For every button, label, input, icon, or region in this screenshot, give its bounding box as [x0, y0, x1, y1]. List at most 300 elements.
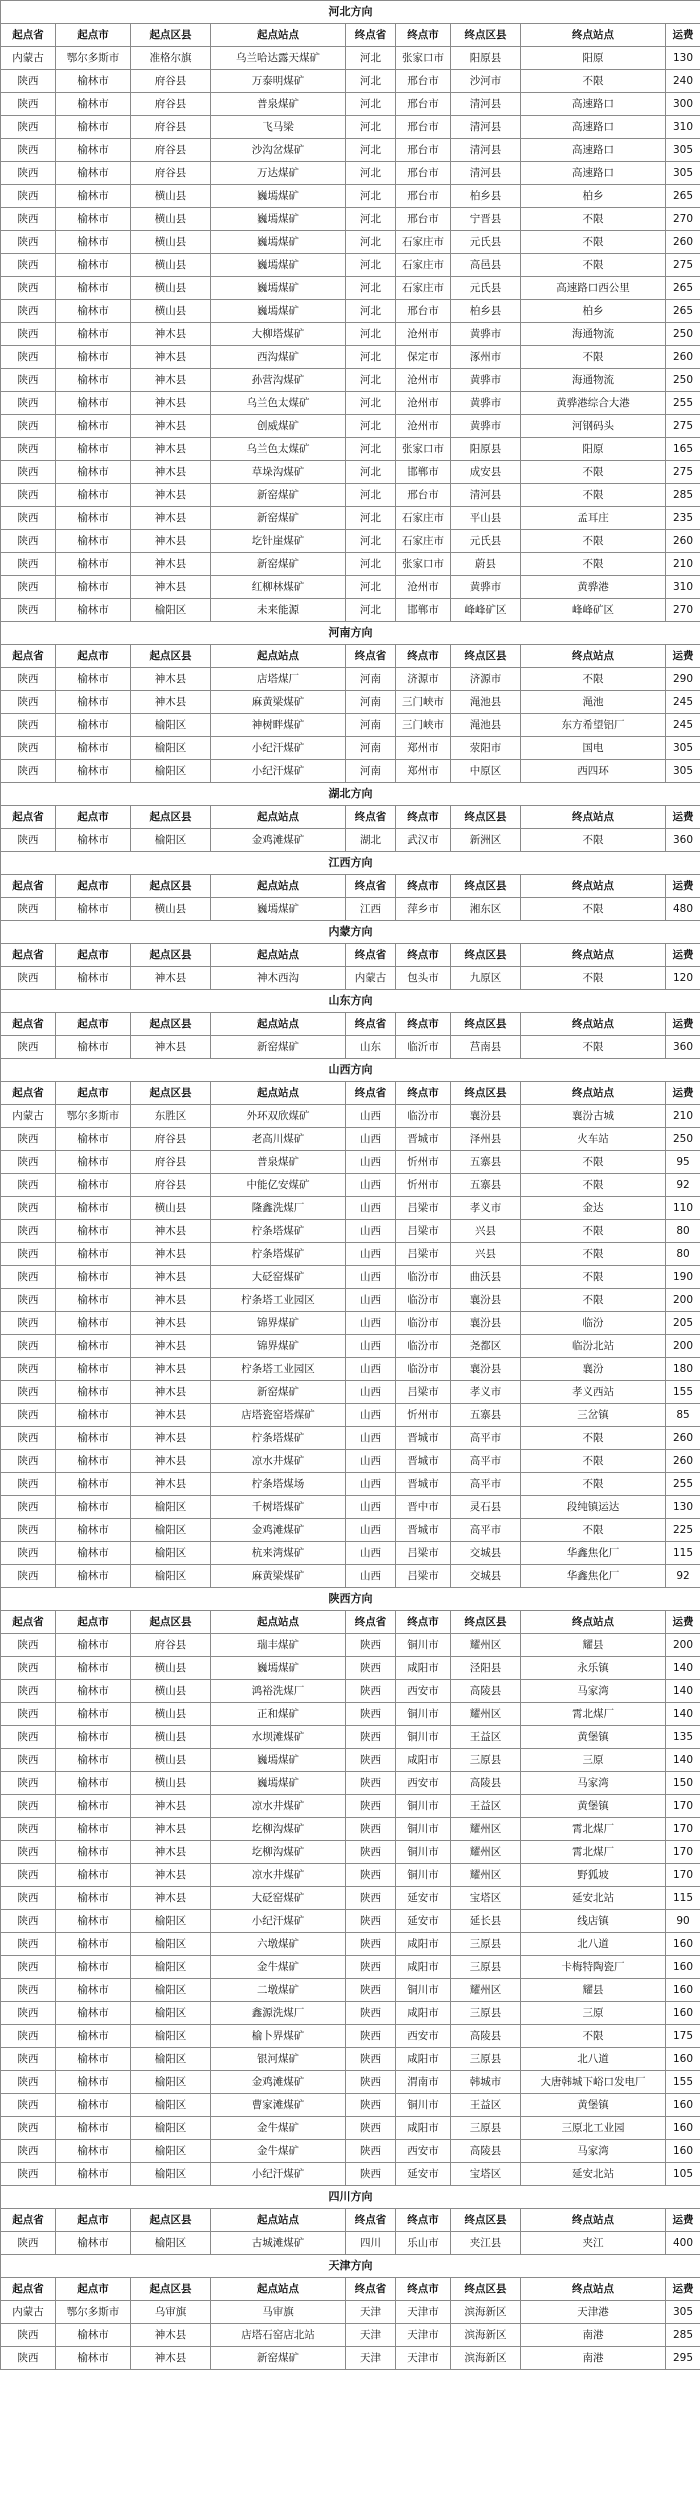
- cell-origin-station: 古城滩煤矿: [211, 2232, 346, 2255]
- column-header-freight-fee: 运费: [666, 2278, 700, 2301]
- cell-dest-province: 河北: [346, 530, 396, 553]
- cell-dest-district: 耀州区: [451, 1634, 521, 1657]
- cell-origin-district: 榆阳区: [131, 2140, 211, 2163]
- cell-dest-district: 孝义市: [451, 1197, 521, 1220]
- cell-dest-city: 武汉市: [396, 829, 451, 852]
- cell-origin-province: 陕西: [1, 1404, 56, 1427]
- cell-origin-province: 陕西: [1, 2140, 56, 2163]
- cell-origin-district: 府谷县: [131, 1634, 211, 1657]
- table-row: [1, 1427, 700, 1450]
- cell-dest-province: 河南: [346, 714, 396, 737]
- header-row: [1, 2209, 700, 2232]
- cell-dest-province: 陕西: [346, 2094, 396, 2117]
- cell-origin-district: 神木县: [131, 323, 211, 346]
- cell-origin-province: 陕西: [1, 967, 56, 990]
- cell-origin-station: 乌兰色太煤矿: [211, 392, 346, 415]
- cell-dest-station: 不限: [521, 668, 666, 691]
- cell-dest-province: 山西: [346, 1266, 396, 1289]
- column-header-origin-province: 起点省: [1, 944, 56, 967]
- cell-dest-station: 段纯镇运达: [521, 1496, 666, 1519]
- cell-origin-city: 榆林市: [56, 2324, 131, 2347]
- cell-origin-province: 陕西: [1, 1450, 56, 1473]
- cell-origin-province: 陕西: [1, 369, 56, 392]
- cell-dest-province: 陕西: [346, 2002, 396, 2025]
- column-header-origin-station: 起点站点: [211, 1013, 346, 1036]
- cell-origin-district: 神木县: [131, 1289, 211, 1312]
- cell-origin-district: 神木县: [131, 1312, 211, 1335]
- cell-freight-fee: 260: [666, 346, 700, 369]
- table-row: [1, 185, 700, 208]
- cell-origin-district: 横山县: [131, 300, 211, 323]
- cell-dest-district: 九原区: [451, 967, 521, 990]
- cell-origin-province: 陕西: [1, 1680, 56, 1703]
- table-row: [1, 1726, 700, 1749]
- table-row: [1, 1036, 700, 1059]
- column-header-dest-city: 终点市: [396, 1082, 451, 1105]
- cell-origin-city: 榆林市: [56, 2232, 131, 2255]
- cell-dest-city: 邯郸市: [396, 599, 451, 622]
- cell-origin-district: 神木县: [131, 415, 211, 438]
- cell-origin-province: 陕西: [1, 1887, 56, 1910]
- cell-dest-city: 天津市: [396, 2347, 451, 2370]
- cell-dest-district: 耀州区: [451, 1864, 521, 1887]
- cell-dest-city: 济源市: [396, 668, 451, 691]
- cell-origin-city: 榆林市: [56, 553, 131, 576]
- cell-dest-district: 宝塔区: [451, 1887, 521, 1910]
- column-header-origin-province: 起点省: [1, 645, 56, 668]
- cell-dest-district: 高陵县: [451, 1680, 521, 1703]
- table-row: [1, 2163, 700, 2186]
- cell-dest-district: 三原县: [451, 2048, 521, 2071]
- cell-dest-station: 金达: [521, 1197, 666, 1220]
- column-header-origin-province: 起点省: [1, 24, 56, 47]
- cell-dest-city: 咸阳市: [396, 1657, 451, 1680]
- cell-origin-city: 榆林市: [56, 2347, 131, 2370]
- cell-freight-fee: 295: [666, 2347, 700, 2370]
- cell-origin-city: 榆林市: [56, 208, 131, 231]
- table-row: [1, 1128, 700, 1151]
- cell-dest-city: 沧州市: [396, 369, 451, 392]
- cell-dest-station: 延安北站: [521, 1887, 666, 1910]
- cell-origin-province: 陕西: [1, 691, 56, 714]
- cell-origin-station: 乌兰哈达露天煤矿: [211, 47, 346, 70]
- cell-origin-province: 陕西: [1, 438, 56, 461]
- cell-origin-city: 榆林市: [56, 1634, 131, 1657]
- cell-dest-province: 山西: [346, 1404, 396, 1427]
- cell-dest-district: 襄汾县: [451, 1105, 521, 1128]
- cell-dest-city: 邢台市: [396, 162, 451, 185]
- cell-freight-fee: 140: [666, 1703, 700, 1726]
- cell-origin-station: 万泰明煤矿: [211, 70, 346, 93]
- cell-dest-province: 山西: [346, 1473, 396, 1496]
- cell-dest-station: 海通物流: [521, 323, 666, 346]
- column-header-dest-district: 终点区县: [451, 24, 521, 47]
- cell-dest-city: 石家庄市: [396, 254, 451, 277]
- cell-dest-district: 元氏县: [451, 277, 521, 300]
- table-row: [1, 1818, 700, 1841]
- cell-origin-city: 榆林市: [56, 1128, 131, 1151]
- cell-dest-station: 高速路口: [521, 162, 666, 185]
- column-header-origin-city: 起点市: [56, 1013, 131, 1036]
- table-row: [1, 1473, 700, 1496]
- cell-origin-city: 榆林市: [56, 1151, 131, 1174]
- cell-dest-province: 河北: [346, 231, 396, 254]
- cell-freight-fee: 260: [666, 1450, 700, 1473]
- cell-freight-fee: 290: [666, 668, 700, 691]
- cell-origin-station: 柠条塔工业园区: [211, 1358, 346, 1381]
- table-row: [1, 737, 700, 760]
- column-header-origin-province: 起点省: [1, 1013, 56, 1036]
- cell-freight-fee: 120: [666, 967, 700, 990]
- cell-origin-district: 榆阳区: [131, 1519, 211, 1542]
- cell-dest-station: 不限: [521, 530, 666, 553]
- cell-origin-district: 府谷县: [131, 116, 211, 139]
- cell-dest-province: 河北: [346, 70, 396, 93]
- cell-origin-district: 榆阳区: [131, 829, 211, 852]
- cell-dest-station: 高速路口: [521, 116, 666, 139]
- freight-table-body: [1, 1, 700, 2370]
- cell-dest-district: 王益区: [451, 2094, 521, 2117]
- table-row: [1, 1634, 700, 1657]
- cell-dest-district: 宝塔区: [451, 2163, 521, 2186]
- cell-origin-city: 榆林市: [56, 2048, 131, 2071]
- cell-dest-station: 高速路口: [521, 93, 666, 116]
- cell-dest-province: 山西: [346, 1105, 396, 1128]
- cell-origin-province: 陕西: [1, 1864, 56, 1887]
- section-title-row: [1, 990, 700, 1013]
- cell-origin-province: 陕西: [1, 1381, 56, 1404]
- cell-origin-province: 陕西: [1, 1243, 56, 1266]
- cell-origin-city: 榆林市: [56, 461, 131, 484]
- cell-origin-district: 榆阳区: [131, 1565, 211, 1588]
- cell-dest-province: 河北: [346, 461, 396, 484]
- column-header-dest-city: 终点市: [396, 24, 451, 47]
- column-header-origin-city: 起点市: [56, 1611, 131, 1634]
- cell-dest-station: 不限: [521, 553, 666, 576]
- cell-origin-district: 神木县: [131, 1473, 211, 1496]
- cell-origin-province: 陕西: [1, 254, 56, 277]
- cell-origin-city: 榆林市: [56, 1496, 131, 1519]
- cell-dest-district: 清河县: [451, 93, 521, 116]
- cell-freight-fee: 140: [666, 1680, 700, 1703]
- section-title-row: [1, 1588, 700, 1611]
- cell-freight-fee: 360: [666, 829, 700, 852]
- cell-origin-district: 榆阳区: [131, 2232, 211, 2255]
- cell-origin-station: 柠条塔煤矿: [211, 1220, 346, 1243]
- cell-origin-province: 陕西: [1, 1565, 56, 1588]
- cell-freight-fee: 200: [666, 1634, 700, 1657]
- cell-dest-city: 临汾市: [396, 1266, 451, 1289]
- cell-dest-district: 滨海新区: [451, 2324, 521, 2347]
- cell-dest-province: 陕西: [346, 1864, 396, 1887]
- cell-origin-province: 陕西: [1, 1128, 56, 1151]
- cell-origin-city: 榆林市: [56, 438, 131, 461]
- table-row: [1, 1772, 700, 1795]
- cell-origin-province: 陕西: [1, 576, 56, 599]
- cell-dest-province: 陕西: [346, 2025, 396, 2048]
- cell-dest-district: 交城县: [451, 1565, 521, 1588]
- cell-origin-district: 府谷县: [131, 93, 211, 116]
- header-row: [1, 944, 700, 967]
- cell-origin-district: 神木县: [131, 1818, 211, 1841]
- cell-origin-city: 榆林市: [56, 1726, 131, 1749]
- cell-origin-district: 榆阳区: [131, 2071, 211, 2094]
- cell-origin-district: 府谷县: [131, 1151, 211, 1174]
- cell-origin-city: 榆林市: [56, 1657, 131, 1680]
- cell-origin-city: 榆林市: [56, 1220, 131, 1243]
- table-row: [1, 1220, 700, 1243]
- cell-origin-province: 陕西: [1, 2232, 56, 2255]
- cell-origin-city: 榆林市: [56, 162, 131, 185]
- cell-dest-district: 高平市: [451, 1450, 521, 1473]
- cell-origin-province: 陕西: [1, 323, 56, 346]
- cell-origin-city: 榆林市: [56, 576, 131, 599]
- cell-dest-city: 张家口市: [396, 438, 451, 461]
- cell-origin-district: 神木县: [131, 369, 211, 392]
- table-row: [1, 2301, 700, 2324]
- cell-dest-district: 柏乡县: [451, 300, 521, 323]
- cell-origin-province: 陕西: [1, 2071, 56, 2094]
- cell-dest-province: 山东: [346, 1036, 396, 1059]
- cell-dest-station: 不限: [521, 208, 666, 231]
- cell-dest-district: 耀州区: [451, 1841, 521, 1864]
- cell-dest-city: 沧州市: [396, 415, 451, 438]
- cell-origin-city: 鄂尔多斯市: [56, 2301, 131, 2324]
- cell-origin-district: 神木县: [131, 1220, 211, 1243]
- cell-dest-province: 河南: [346, 737, 396, 760]
- cell-dest-station: 耀县: [521, 1979, 666, 2002]
- column-header-dest-province: 终点省: [346, 1611, 396, 1634]
- cell-dest-station: 不限: [521, 231, 666, 254]
- cell-dest-district: 高平市: [451, 1427, 521, 1450]
- cell-origin-station: 巍墕煤矿: [211, 1657, 346, 1680]
- cell-dest-station: 不限: [521, 70, 666, 93]
- cell-origin-city: 榆林市: [56, 93, 131, 116]
- header-row: [1, 645, 700, 668]
- column-header-origin-city: 起点市: [56, 2209, 131, 2232]
- cell-dest-province: 河北: [346, 438, 396, 461]
- table-row: [1, 599, 700, 622]
- cell-dest-city: 铜川市: [396, 1634, 451, 1657]
- cell-freight-fee: 140: [666, 1657, 700, 1680]
- cell-dest-city: 铜川市: [396, 1726, 451, 1749]
- cell-freight-fee: 130: [666, 1496, 700, 1519]
- cell-origin-station: 新窑煤矿: [211, 507, 346, 530]
- cell-freight-fee: 255: [666, 1473, 700, 1496]
- table-row: [1, 1312, 700, 1335]
- cell-dest-city: 包头市: [396, 967, 451, 990]
- cell-dest-province: 山西: [346, 1542, 396, 1565]
- cell-dest-province: 河北: [346, 576, 396, 599]
- cell-origin-station: 大砭窑煤矿: [211, 1266, 346, 1289]
- cell-origin-district: 神木县: [131, 461, 211, 484]
- cell-origin-station: 大砭窑煤矿: [211, 1887, 346, 1910]
- table-row: [1, 1519, 700, 1542]
- column-header-freight-fee: 运费: [666, 806, 700, 829]
- cell-freight-fee: 270: [666, 208, 700, 231]
- column-header-dest-district: 终点区县: [451, 1082, 521, 1105]
- column-header-dest-station: 终点站点: [521, 645, 666, 668]
- cell-dest-city: 铜川市: [396, 1979, 451, 2002]
- cell-origin-province: 陕西: [1, 346, 56, 369]
- cell-freight-fee: 245: [666, 691, 700, 714]
- cell-origin-district: 神木县: [131, 1841, 211, 1864]
- cell-dest-station: 不限: [521, 254, 666, 277]
- cell-origin-station: 新窑煤矿: [211, 1036, 346, 1059]
- cell-dest-province: 陕西: [346, 1749, 396, 1772]
- cell-origin-district: 横山县: [131, 1726, 211, 1749]
- cell-origin-province: 陕西: [1, 530, 56, 553]
- cell-origin-city: 榆林市: [56, 2071, 131, 2094]
- table-row: [1, 162, 700, 185]
- cell-dest-district: 清河县: [451, 484, 521, 507]
- cell-dest-city: 咸阳市: [396, 2002, 451, 2025]
- cell-dest-district: 三原县: [451, 1956, 521, 1979]
- cell-origin-district: 榆阳区: [131, 760, 211, 783]
- cell-dest-province: 陕西: [346, 2117, 396, 2140]
- cell-dest-province: 陕西: [346, 2140, 396, 2163]
- table-row: [1, 691, 700, 714]
- cell-dest-province: 河北: [346, 208, 396, 231]
- cell-dest-city: 邯郸市: [396, 461, 451, 484]
- column-header-origin-province: 起点省: [1, 2278, 56, 2301]
- cell-origin-district: 神木县: [131, 576, 211, 599]
- cell-dest-city: 石家庄市: [396, 530, 451, 553]
- cell-origin-district: 神木县: [131, 668, 211, 691]
- cell-freight-fee: 400: [666, 2232, 700, 2255]
- column-header-dest-province: 终点省: [346, 2209, 396, 2232]
- cell-dest-city: 吕梁市: [396, 1243, 451, 1266]
- section-title: 山西方向: [1, 1059, 700, 1082]
- table-row: [1, 1703, 700, 1726]
- cell-origin-city: 榆林市: [56, 116, 131, 139]
- cell-dest-station: 霄北煤厂: [521, 1703, 666, 1726]
- table-row: [1, 1956, 700, 1979]
- cell-origin-province: 陕西: [1, 1427, 56, 1450]
- column-header-freight-fee: 运费: [666, 1013, 700, 1036]
- cell-dest-station: 不限: [521, 1519, 666, 1542]
- cell-freight-fee: 480: [666, 898, 700, 921]
- cell-dest-city: 晋城市: [396, 1427, 451, 1450]
- cell-dest-station: 峰峰矿区: [521, 599, 666, 622]
- cell-origin-city: 榆林市: [56, 70, 131, 93]
- table-row: [1, 93, 700, 116]
- cell-origin-station: 水坝滩煤矿: [211, 1726, 346, 1749]
- column-header-dest-station: 终点站点: [521, 944, 666, 967]
- cell-origin-district: 神木县: [131, 553, 211, 576]
- table-row: [1, 346, 700, 369]
- section-title-row: [1, 2186, 700, 2209]
- cell-origin-province: 陕西: [1, 1749, 56, 1772]
- cell-dest-city: 石家庄市: [396, 277, 451, 300]
- cell-origin-station: 西沟煤矿: [211, 346, 346, 369]
- cell-origin-station: 巍墕煤矿: [211, 231, 346, 254]
- column-header-dest-city: 终点市: [396, 806, 451, 829]
- column-header-origin-district: 起点区县: [131, 1082, 211, 1105]
- section-title-row: [1, 2255, 700, 2278]
- column-header-origin-city: 起点市: [56, 2278, 131, 2301]
- cell-origin-city: 榆林市: [56, 231, 131, 254]
- table-row: [1, 576, 700, 599]
- cell-dest-station: 大唐韩城下峪口发电厂: [521, 2071, 666, 2094]
- cell-origin-city: 榆林市: [56, 1197, 131, 1220]
- column-header-origin-city: 起点市: [56, 1082, 131, 1105]
- cell-origin-province: 陕西: [1, 1197, 56, 1220]
- cell-origin-city: 榆林市: [56, 139, 131, 162]
- cell-origin-province: 陕西: [1, 1772, 56, 1795]
- column-header-dest-district: 终点区县: [451, 645, 521, 668]
- cell-dest-city: 临汾市: [396, 1105, 451, 1128]
- cell-dest-city: 临汾市: [396, 1335, 451, 1358]
- table-row: [1, 2002, 700, 2025]
- cell-origin-station: 新窑煤矿: [211, 484, 346, 507]
- cell-dest-province: 河南: [346, 691, 396, 714]
- cell-origin-station: 柠条塔煤场: [211, 1473, 346, 1496]
- cell-origin-city: 榆林市: [56, 1404, 131, 1427]
- cell-dest-province: 山西: [346, 1289, 396, 1312]
- cell-dest-district: 交城县: [451, 1542, 521, 1565]
- cell-dest-city: 西安市: [396, 2025, 451, 2048]
- cell-dest-province: 陕西: [346, 1634, 396, 1657]
- cell-origin-city: 榆林市: [56, 1979, 131, 2002]
- cell-origin-station: 神树畔煤矿: [211, 714, 346, 737]
- section-title: 四川方向: [1, 2186, 700, 2209]
- cell-dest-city: 临沂市: [396, 1036, 451, 1059]
- cell-dest-district: 湘东区: [451, 898, 521, 921]
- section-title: 山东方向: [1, 990, 700, 1013]
- cell-freight-fee: 305: [666, 2301, 700, 2324]
- cell-origin-district: 府谷县: [131, 1174, 211, 1197]
- cell-origin-province: 陕西: [1, 1726, 56, 1749]
- cell-origin-station: 新窑煤矿: [211, 553, 346, 576]
- cell-dest-station: 火车站: [521, 1128, 666, 1151]
- cell-dest-province: 河北: [346, 277, 396, 300]
- cell-origin-city: 榆林市: [56, 1519, 131, 1542]
- cell-dest-district: 三原县: [451, 1933, 521, 1956]
- cell-origin-station: 巍墕煤矿: [211, 1772, 346, 1795]
- cell-dest-district: 清河县: [451, 139, 521, 162]
- cell-origin-province: 陕西: [1, 1979, 56, 2002]
- cell-origin-province: 陕西: [1, 1473, 56, 1496]
- cell-origin-city: 榆林市: [56, 691, 131, 714]
- column-header-origin-province: 起点省: [1, 806, 56, 829]
- table-row: [1, 300, 700, 323]
- cell-origin-station: 巍墕煤矿: [211, 1749, 346, 1772]
- column-header-dest-province: 终点省: [346, 1082, 396, 1105]
- header-row: [1, 1082, 700, 1105]
- cell-freight-fee: 170: [666, 1841, 700, 1864]
- cell-dest-district: 夹江县: [451, 2232, 521, 2255]
- cell-dest-province: 陕西: [346, 1657, 396, 1680]
- cell-dest-city: 张家口市: [396, 553, 451, 576]
- cell-dest-district: 黄骅市: [451, 369, 521, 392]
- cell-origin-province: 陕西: [1, 599, 56, 622]
- cell-origin-province: 陕西: [1, 1151, 56, 1174]
- cell-dest-station: 西四环: [521, 760, 666, 783]
- column-header-origin-district: 起点区县: [131, 2278, 211, 2301]
- cell-origin-district: 神木县: [131, 1358, 211, 1381]
- cell-origin-city: 榆林市: [56, 2094, 131, 2117]
- cell-dest-station: 马家湾: [521, 1772, 666, 1795]
- cell-dest-district: 滨海新区: [451, 2301, 521, 2324]
- column-header-origin-station: 起点站点: [211, 645, 346, 668]
- cell-origin-district: 榆阳区: [131, 2048, 211, 2071]
- table-row: [1, 1657, 700, 1680]
- table-row: [1, 1105, 700, 1128]
- cell-origin-city: 榆林市: [56, 1680, 131, 1703]
- cell-origin-city: 榆林市: [56, 2163, 131, 2186]
- cell-dest-province: 陕西: [346, 1772, 396, 1795]
